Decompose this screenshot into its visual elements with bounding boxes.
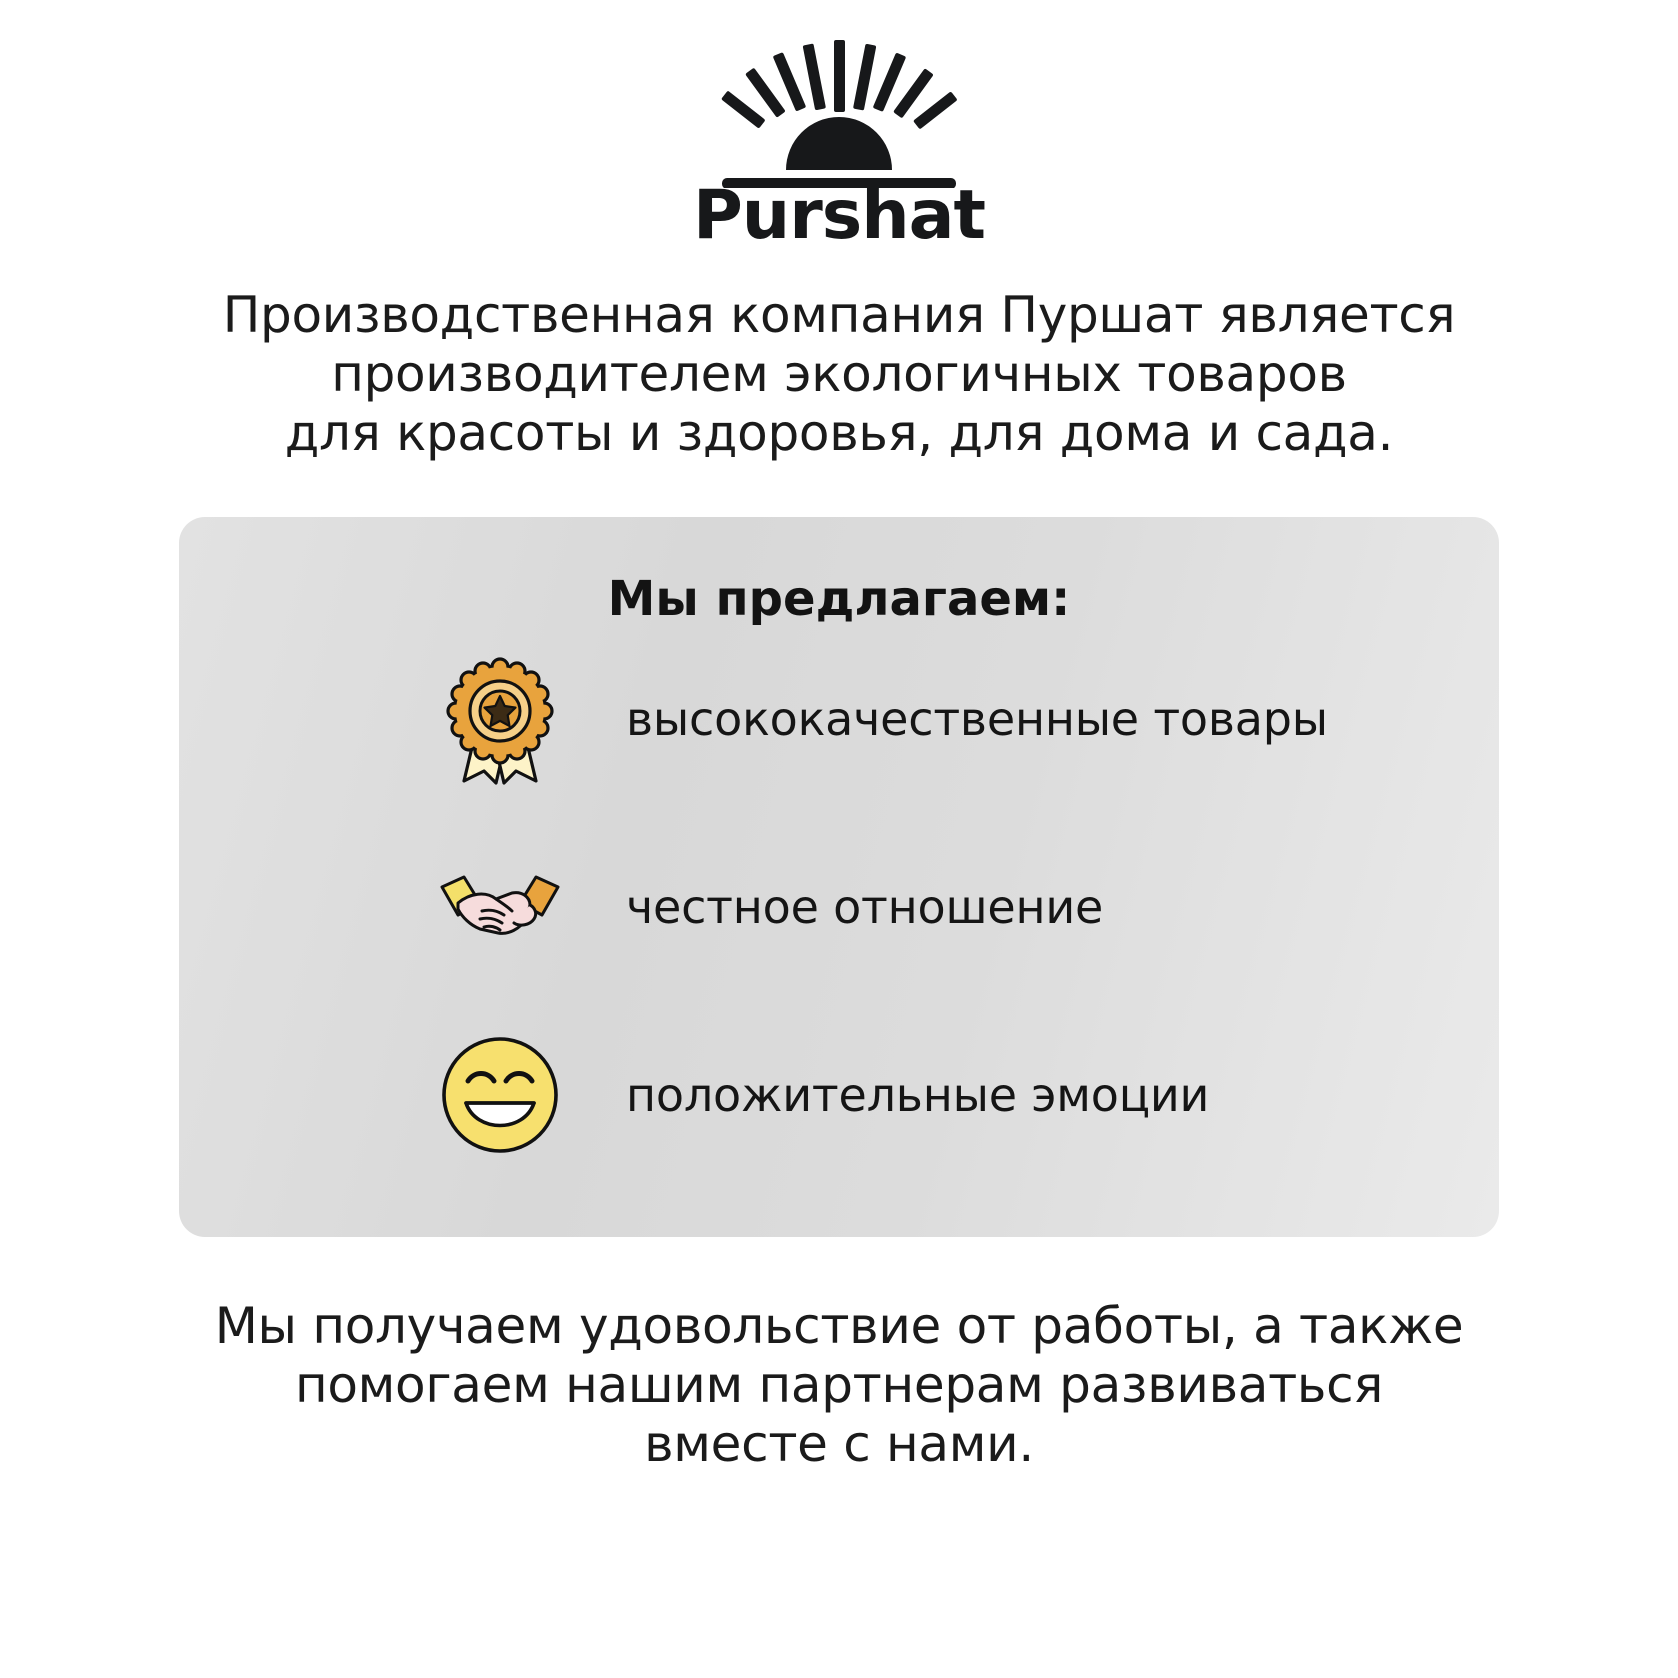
outro-line-3: вместе с нами. <box>644 1415 1034 1473</box>
offer-item-label: честное отношение <box>626 880 1104 934</box>
offer-list <box>179 653 1499 1161</box>
smiling-face-icon <box>434 1029 566 1161</box>
list-item <box>434 653 1499 785</box>
outro-line-2: помогаем нашим партнерам развиваться <box>294 1356 1384 1414</box>
offer-item-label: высококачественные товары <box>626 692 1328 746</box>
handshake-icon <box>434 841 566 973</box>
intro-line-3: для красоты и здоровья, для дома и сада. <box>284 404 1394 462</box>
award-rosette-icon <box>434 653 566 785</box>
sunrise-icon <box>704 38 974 188</box>
outro-paragraph <box>139 1297 1539 1474</box>
intro-line-2: производителем экологичных товаров <box>331 345 1347 403</box>
intro-line-1: Производственная компания Пуршат является <box>222 286 1456 344</box>
outro-line-1: Мы получаем удовольствие от работы, а также <box>214 1297 1464 1355</box>
offer-item-label: положительные эмоции <box>626 1068 1210 1122</box>
list-item <box>434 841 1499 973</box>
brand-logo <box>692 38 986 255</box>
list-item <box>434 1029 1499 1161</box>
logo-wordmark: Purshat <box>692 176 986 255</box>
offer-title: Мы предлагаем: <box>607 571 1071 627</box>
intro-paragraph <box>129 286 1549 463</box>
offer-card <box>179 517 1499 1237</box>
